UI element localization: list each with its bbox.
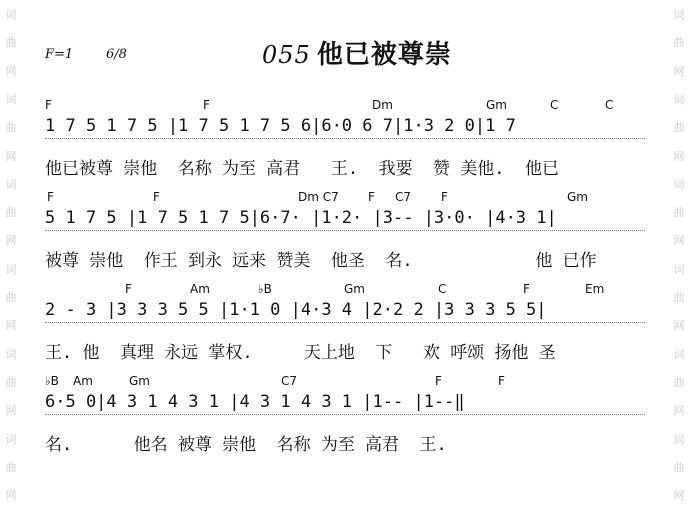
- chord-symbol: F: [441, 190, 448, 204]
- notation-line: 1 7 5 1 7 5 |1 7 5 1 7 5 6|6·0 6 7|1·3 2 0|1 7: [45, 116, 516, 136]
- watermark-glyph: 曲: [5, 460, 17, 474]
- watermark-glyph: 词: [5, 347, 17, 361]
- watermark-glyph: 网: [673, 234, 685, 248]
- chord-symbol: Em: [585, 282, 605, 296]
- chord-symbol: Dm: [372, 98, 393, 112]
- watermark-glyph: 网: [5, 64, 17, 78]
- song-title-text: 他已被尊崇: [316, 40, 452, 70]
- watermark-glyph: 词: [673, 8, 685, 21]
- watermark-glyph: 网: [673, 404, 685, 418]
- chord-symbol: Gm: [567, 190, 588, 204]
- chord-symbol: F: [45, 98, 52, 112]
- notation-line: 6·5 0|4 3 1 4 3 1 |4 3 1 4 3 1 |1-- |1--‖: [45, 392, 465, 412]
- beam-underline: [45, 322, 645, 323]
- chord-symbol: C7: [395, 190, 412, 204]
- watermark-glyph: 曲: [673, 121, 685, 135]
- watermark-glyph: 词: [673, 92, 685, 106]
- watermark-glyph: 词: [5, 92, 17, 106]
- song-number: 055: [262, 41, 311, 69]
- chord-symbol: C: [438, 282, 447, 296]
- notation-line: 5 1 7 5 |1 7 5 1 7 5|6·7· |1·2· |3-- |3·0· |4·3 1|: [45, 208, 557, 228]
- chord-symbol: Dm C7: [298, 190, 339, 204]
- lyric-line: 王. 他 真理 永远 掌权. 天上地 下 欢 呼颂 扬他 圣: [45, 343, 556, 363]
- chord-symbol: F: [523, 282, 530, 296]
- chord-symbol: Am: [73, 374, 93, 388]
- key-signature: F=1: [45, 47, 74, 62]
- watermark-left: [0, 0, 22, 514]
- chord-symbol: C: [550, 98, 559, 112]
- watermark-glyph: 曲: [673, 291, 685, 304]
- watermark-glyph: 网: [673, 319, 685, 333]
- watermark-glyph: 网: [673, 489, 685, 503]
- chord-symbol: Am: [190, 282, 210, 296]
- chord-symbol: C: [605, 98, 614, 112]
- lyric-line: 被尊 崇他 作王 到永 远来 赞美 他圣 名. 他 已作: [45, 251, 597, 271]
- watermark-glyph: 词: [673, 432, 685, 446]
- watermark-glyph: 曲: [5, 291, 17, 304]
- watermark-glyph: 词: [673, 347, 685, 361]
- chord-symbol: Gm: [344, 282, 365, 296]
- chord-symbol: C7: [281, 374, 298, 388]
- song-title: [262, 34, 452, 71]
- watermark-glyph: 曲: [5, 375, 17, 389]
- watermark-right: [668, 0, 690, 514]
- chord-symbol: F: [203, 98, 210, 112]
- watermark-glyph: 网: [5, 404, 17, 418]
- time-signature: 6/8: [106, 47, 127, 62]
- watermark-glyph: 网: [5, 489, 17, 503]
- beam-underline: [45, 138, 645, 139]
- chord-symbol: ♭B: [45, 374, 59, 388]
- lyric-line: 他已被尊 崇他 名称 为至 高君 王. 我要 赞 美他. 他已: [45, 159, 559, 179]
- watermark-glyph: 曲: [673, 206, 685, 220]
- watermark-glyph: 曲: [5, 206, 17, 220]
- chord-symbol: F: [368, 190, 375, 204]
- watermark-glyph: 词: [5, 432, 17, 446]
- chord-symbol: F: [498, 374, 505, 388]
- watermark-glyph: 网: [673, 64, 685, 78]
- watermark-glyph: 曲: [673, 375, 685, 389]
- watermark-glyph: 网: [673, 149, 685, 163]
- watermark-glyph: 词: [673, 177, 685, 191]
- chord-symbol: F: [153, 190, 160, 204]
- lyric-line: 名. 他名 被尊 崇他 名称 为至 高君 王.: [45, 435, 447, 455]
- beam-underline: [45, 230, 645, 231]
- notation-line: 2 - 3 |3 3 3 5 5 |1·1 0 |4·3 4 |2·2 2 |3 3 3 5 5|: [45, 300, 547, 320]
- watermark-glyph: 曲: [673, 460, 685, 474]
- watermark-glyph: 词: [5, 177, 17, 191]
- watermark-glyph: 网: [5, 149, 17, 163]
- watermark-glyph: 曲: [5, 121, 17, 135]
- chord-symbol: F: [47, 190, 54, 204]
- watermark-glyph: 网: [5, 234, 17, 248]
- watermark-glyph: 词: [5, 8, 17, 21]
- chord-symbol: Gm: [129, 374, 150, 388]
- watermark-glyph: 曲: [673, 36, 685, 50]
- chord-symbol: Gm: [486, 98, 507, 112]
- watermark-glyph: 词: [5, 262, 17, 276]
- chord-symbol: F: [125, 282, 132, 296]
- watermark-glyph: 曲: [5, 36, 17, 50]
- watermark-glyph: 网: [5, 319, 17, 333]
- chord-symbol: F: [435, 374, 442, 388]
- beam-underline: [45, 414, 645, 415]
- watermark-glyph: 词: [673, 262, 685, 276]
- chord-symbol: ♭B: [258, 282, 272, 296]
